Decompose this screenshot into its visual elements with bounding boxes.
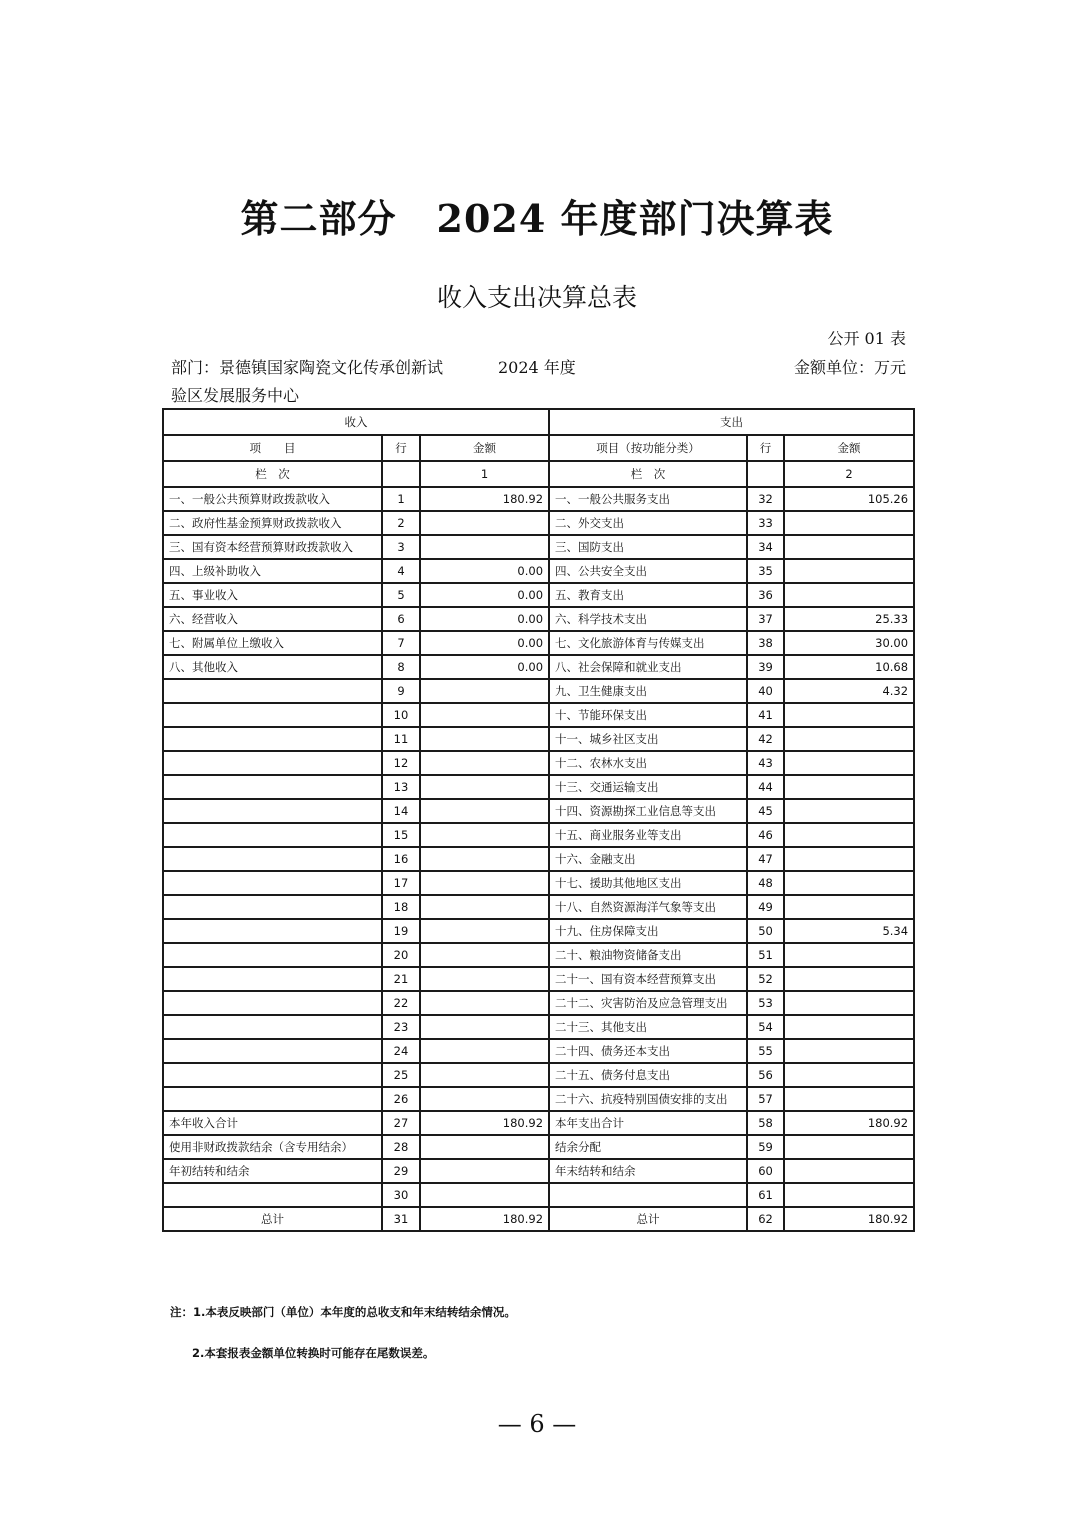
expense-item: 十四、资源勘探工业信息等支出 — [549, 799, 747, 823]
table-row — [163, 967, 914, 991]
expense-row-number: 47 — [747, 847, 784, 871]
expense-item: 七、文化旅游体育与传媒支出 — [549, 631, 747, 655]
title-part: 第二部分 — [240, 196, 397, 241]
expense-row-number: 59 — [747, 1135, 784, 1159]
income-amount — [420, 991, 549, 1015]
income-amount — [420, 775, 549, 799]
col-header-income-item: 项 目 — [163, 435, 382, 461]
income-row-number: 2 — [382, 511, 420, 535]
income-header: 收入 — [163, 409, 549, 435]
income-item: 使用非财政拨款结余（含专用结余） — [163, 1135, 382, 1159]
income-row-number: 8 — [382, 655, 420, 679]
expense-item: 二十四、债务还本支出 — [549, 1039, 747, 1063]
expense-item: 年末结转和结余 — [549, 1159, 747, 1183]
table-row — [163, 583, 914, 607]
income-row-number: 12 — [382, 751, 420, 775]
table-row — [163, 1015, 914, 1039]
income-amount: 0.00 — [420, 631, 549, 655]
income-amount — [420, 847, 549, 871]
income-row-number: 4 — [382, 559, 420, 583]
expense-item: 十六、金融支出 — [549, 847, 747, 871]
income-row-number: 31 — [382, 1207, 420, 1231]
expense-row-number: 52 — [747, 967, 784, 991]
expense-item: 十五、商业服务业等支出 — [549, 823, 747, 847]
expense-row-number: 42 — [747, 727, 784, 751]
income-amount: 180.92 — [420, 1111, 549, 1135]
income-row-number: 3 — [382, 535, 420, 559]
expense-row-number: 55 — [747, 1039, 784, 1063]
form-number: 公开 01 表 — [827, 329, 906, 348]
expense-item: 二十五、债务付息支出 — [549, 1063, 747, 1087]
expense-row-number: 62 — [747, 1207, 784, 1231]
expense-amount — [784, 727, 914, 751]
table-row — [163, 1087, 914, 1111]
table-row — [163, 775, 914, 799]
income-amount: 0.00 — [420, 655, 549, 679]
column-header-row — [163, 435, 914, 461]
income-row-number: 21 — [382, 967, 420, 991]
expense-item: 四、公共安全支出 — [549, 559, 747, 583]
income-item — [163, 799, 382, 823]
income-row-number: 9 — [382, 679, 420, 703]
income-item — [163, 751, 382, 775]
income-item — [163, 919, 382, 943]
note-2: 2.本套报表金额单位转换时可能存在尾数误差。 — [192, 1346, 435, 1360]
expense-item: 三、国防支出 — [549, 535, 747, 559]
page-title — [0, 188, 1074, 243]
income-item: 本年收入合计 — [163, 1111, 382, 1135]
expense-amount — [784, 559, 914, 583]
table-row — [163, 943, 914, 967]
income-amount — [420, 1135, 549, 1159]
col-header-expense-row: 行 — [747, 435, 784, 461]
income-item — [163, 727, 382, 751]
income-amount — [420, 1159, 549, 1183]
expense-amount — [784, 1039, 914, 1063]
income-row-number: 17 — [382, 871, 420, 895]
expense-item: 二十一、国有资本经营预算支出 — [549, 967, 747, 991]
expense-amount — [784, 991, 914, 1015]
expense-amount — [784, 895, 914, 919]
income-row-number: 22 — [382, 991, 420, 1015]
expense-row-number: 44 — [747, 775, 784, 799]
income-item — [163, 823, 382, 847]
table-row — [163, 895, 914, 919]
income-row-number: 16 — [382, 847, 420, 871]
income-item: 五、事业收入 — [163, 583, 382, 607]
table-row — [163, 991, 914, 1015]
income-item: 年初结转和结余 — [163, 1159, 382, 1183]
expense-row-number: 61 — [747, 1183, 784, 1207]
income-row-number: 10 — [382, 703, 420, 727]
income-row-number: 20 — [382, 943, 420, 967]
expense-amount — [784, 967, 914, 991]
table-row — [163, 631, 914, 655]
expense-item: 十八、自然资源海洋气象等支出 — [549, 895, 747, 919]
expense-header: 支出 — [549, 409, 914, 435]
expense-amount — [784, 583, 914, 607]
income-item — [163, 847, 382, 871]
note-1: 注：1.本表反映部门（单位）本年度的总收支和年末结转结余情况。 — [170, 1305, 516, 1319]
expense-item: 一、一般公共服务支出 — [549, 487, 747, 511]
expense-item: 十三、交通运输支出 — [549, 775, 747, 799]
income-row-number: 19 — [382, 919, 420, 943]
income-row-number: 5 — [382, 583, 420, 607]
income-item: 七、附属单位上缴收入 — [163, 631, 382, 655]
expense-item: 十七、援助其他地区支出 — [549, 871, 747, 895]
expense-row-number: 32 — [747, 487, 784, 511]
expense-row-number: 60 — [747, 1159, 784, 1183]
income-row-number: 26 — [382, 1087, 420, 1111]
amount-unit: 金额单位：万元 — [793, 358, 906, 377]
income-row-number: 1 — [382, 487, 420, 511]
expense-row-number: 49 — [747, 895, 784, 919]
income-row-number: 14 — [382, 799, 420, 823]
income-item: 三、国有资本经营预算财政拨款收入 — [163, 535, 382, 559]
empty-cell — [747, 461, 784, 487]
expense-amount: 105.26 — [784, 487, 914, 511]
expense-row-number: 53 — [747, 991, 784, 1015]
expense-amount — [784, 847, 914, 871]
department-label: 部门：景德镇国家陶瓷文化传承创新试验区发展服务中心 — [171, 358, 444, 405]
table-row — [163, 823, 914, 847]
income-amount: 180.92 — [420, 1207, 549, 1231]
table-row — [163, 799, 914, 823]
expense-amount: 180.92 — [784, 1207, 914, 1231]
income-amount — [420, 943, 549, 967]
income-amount — [420, 919, 549, 943]
expense-item: 二十三、其他支出 — [549, 1015, 747, 1039]
expense-row-number: 40 — [747, 679, 784, 703]
income-row-number: 13 — [382, 775, 420, 799]
income-item — [163, 1183, 382, 1207]
expense-amount: 4.32 — [784, 679, 914, 703]
expense-row-number: 58 — [747, 1111, 784, 1135]
table-row — [163, 847, 914, 871]
income-item — [163, 775, 382, 799]
table-row — [163, 607, 914, 631]
income-amount — [420, 871, 549, 895]
income-row-number: 24 — [382, 1039, 420, 1063]
income-row-number: 27 — [382, 1111, 420, 1135]
fiscal-year: 2024 年度 — [498, 358, 576, 377]
title-main: 2024 年度部门决算表 — [436, 196, 834, 241]
table-row — [163, 1039, 914, 1063]
expense-amount — [784, 703, 914, 727]
income-amount: 0.00 — [420, 559, 549, 583]
income-amount — [420, 823, 549, 847]
expense-amount: 5.34 — [784, 919, 914, 943]
expense-row-number: 35 — [747, 559, 784, 583]
expense-amount — [784, 1183, 914, 1207]
income-amount: 0.00 — [420, 583, 549, 607]
income-amount — [420, 535, 549, 559]
table-row — [163, 919, 914, 943]
income-item — [163, 703, 382, 727]
expense-item: 本年支出合计 — [549, 1111, 747, 1135]
expense-row-number: 36 — [747, 583, 784, 607]
income-amount — [420, 799, 549, 823]
expense-item: 二十、粮油物资储备支出 — [549, 943, 747, 967]
col-order-label-expense: 栏 次 — [549, 461, 747, 487]
table-row — [163, 559, 914, 583]
expense-row-number: 38 — [747, 631, 784, 655]
expense-amount — [784, 1015, 914, 1039]
income-amount — [420, 703, 549, 727]
table-row — [163, 871, 914, 895]
expense-row-number: 54 — [747, 1015, 784, 1039]
col-header-income-row: 行 — [382, 435, 420, 461]
empty-cell — [382, 461, 420, 487]
income-amount — [420, 1063, 549, 1087]
expense-amount — [784, 1063, 914, 1087]
income-amount — [420, 1183, 549, 1207]
expense-row-number: 50 — [747, 919, 784, 943]
table-row — [163, 535, 914, 559]
expense-item: 十、节能环保支出 — [549, 703, 747, 727]
income-item: 八、其他收入 — [163, 655, 382, 679]
section-header-row — [163, 409, 914, 435]
table-row — [163, 751, 914, 775]
expense-amount — [784, 1087, 914, 1111]
col-header-income-amount: 金额 — [420, 435, 549, 461]
income-item — [163, 943, 382, 967]
expense-item: 二十六、抗疫特别国债安排的支出 — [549, 1087, 747, 1111]
income-amount: 180.92 — [420, 487, 549, 511]
expense-row-number: 43 — [747, 751, 784, 775]
expense-row-number: 37 — [747, 607, 784, 631]
expense-item: 十九、住房保障支出 — [549, 919, 747, 943]
income-row-number: 7 — [382, 631, 420, 655]
expense-amount: 25.33 — [784, 607, 914, 631]
expense-row-number: 46 — [747, 823, 784, 847]
table-title: 收入支出决算总表 — [436, 283, 637, 312]
income-item — [163, 1015, 382, 1039]
income-row-number: 6 — [382, 607, 420, 631]
expense-row-number: 41 — [747, 703, 784, 727]
col-header-expense-amount: 金额 — [784, 435, 914, 461]
expense-row-number: 33 — [747, 511, 784, 535]
income-row-number: 29 — [382, 1159, 420, 1183]
income-amount — [420, 1039, 549, 1063]
income-row-number: 23 — [382, 1015, 420, 1039]
income-amount — [420, 727, 549, 751]
income-item — [163, 895, 382, 919]
expense-amount — [784, 823, 914, 847]
col-header-expense-item: 项目（按功能分类） — [549, 435, 747, 461]
column-number-row — [163, 461, 914, 487]
income-amount — [420, 679, 549, 703]
table-row — [163, 679, 914, 703]
expense-row-number: 48 — [747, 871, 784, 895]
expense-row-number: 51 — [747, 943, 784, 967]
expense-row-number: 39 — [747, 655, 784, 679]
expense-amount: 180.92 — [784, 1111, 914, 1135]
income-row-number: 18 — [382, 895, 420, 919]
expense-amount — [784, 775, 914, 799]
income-row-number: 25 — [382, 1063, 420, 1087]
expense-item: 总计 — [549, 1207, 747, 1231]
income-row-number: 15 — [382, 823, 420, 847]
income-item — [163, 1087, 382, 1111]
income-item — [163, 1039, 382, 1063]
income-item: 二、政府性基金预算财政拨款收入 — [163, 511, 382, 535]
table-row — [163, 1183, 914, 1207]
page-number: — 6 — — [497, 1410, 577, 1438]
expense-col-number: 2 — [784, 461, 914, 487]
table-row — [163, 1207, 914, 1231]
income-amount — [420, 1015, 549, 1039]
income-amount — [420, 751, 549, 775]
income-item — [163, 871, 382, 895]
table-row — [163, 1063, 914, 1087]
table-row — [163, 511, 914, 535]
expense-amount — [784, 1135, 914, 1159]
table-row — [163, 1135, 914, 1159]
income-row-number: 11 — [382, 727, 420, 751]
income-item — [163, 991, 382, 1015]
expense-item: 五、教育支出 — [549, 583, 747, 607]
table-row — [163, 1159, 914, 1183]
income-amount: 0.00 — [420, 607, 549, 631]
expense-item: 二、外交支出 — [549, 511, 747, 535]
expense-item: 十一、城乡社区支出 — [549, 727, 747, 751]
income-amount — [420, 895, 549, 919]
income-amount — [420, 967, 549, 991]
income-amount — [420, 511, 549, 535]
expense-item: 结余分配 — [549, 1135, 747, 1159]
col-order-label-income: 栏 次 — [163, 461, 382, 487]
table-row — [163, 703, 914, 727]
table-row — [163, 487, 914, 511]
expense-amount: 10.68 — [784, 655, 914, 679]
expense-amount — [784, 1159, 914, 1183]
expense-amount — [784, 535, 914, 559]
income-item: 四、上级补助收入 — [163, 559, 382, 583]
expense-item: 六、科学技术支出 — [549, 607, 747, 631]
expense-amount: 30.00 — [784, 631, 914, 655]
table-row — [163, 1111, 914, 1135]
expense-item: 二十二、灾害防治及应急管理支出 — [549, 991, 747, 1015]
expense-amount — [784, 751, 914, 775]
expense-row-number: 56 — [747, 1063, 784, 1087]
income-row-number: 30 — [382, 1183, 420, 1207]
income-item — [163, 1063, 382, 1087]
expense-row-number: 57 — [747, 1087, 784, 1111]
income-item: 总计 — [163, 1207, 382, 1231]
income-item — [163, 967, 382, 991]
income-item: 六、经营收入 — [163, 607, 382, 631]
income-item: 一、一般公共预算财政拨款收入 — [163, 487, 382, 511]
expense-item: 九、卫生健康支出 — [549, 679, 747, 703]
expense-amount — [784, 871, 914, 895]
income-expense-table — [162, 408, 915, 1232]
expense-amount — [784, 511, 914, 535]
expense-amount — [784, 943, 914, 967]
expense-item: 八、社会保障和就业支出 — [549, 655, 747, 679]
expense-item: 十二、农林水支出 — [549, 751, 747, 775]
table-row — [163, 655, 914, 679]
expense-amount — [784, 799, 914, 823]
income-row-number: 28 — [382, 1135, 420, 1159]
table-row — [163, 727, 914, 751]
income-item — [163, 679, 382, 703]
expense-row-number: 34 — [747, 535, 784, 559]
income-amount — [420, 1087, 549, 1111]
expense-row-number: 45 — [747, 799, 784, 823]
expense-item — [549, 1183, 747, 1207]
income-col-number: 1 — [420, 461, 549, 487]
